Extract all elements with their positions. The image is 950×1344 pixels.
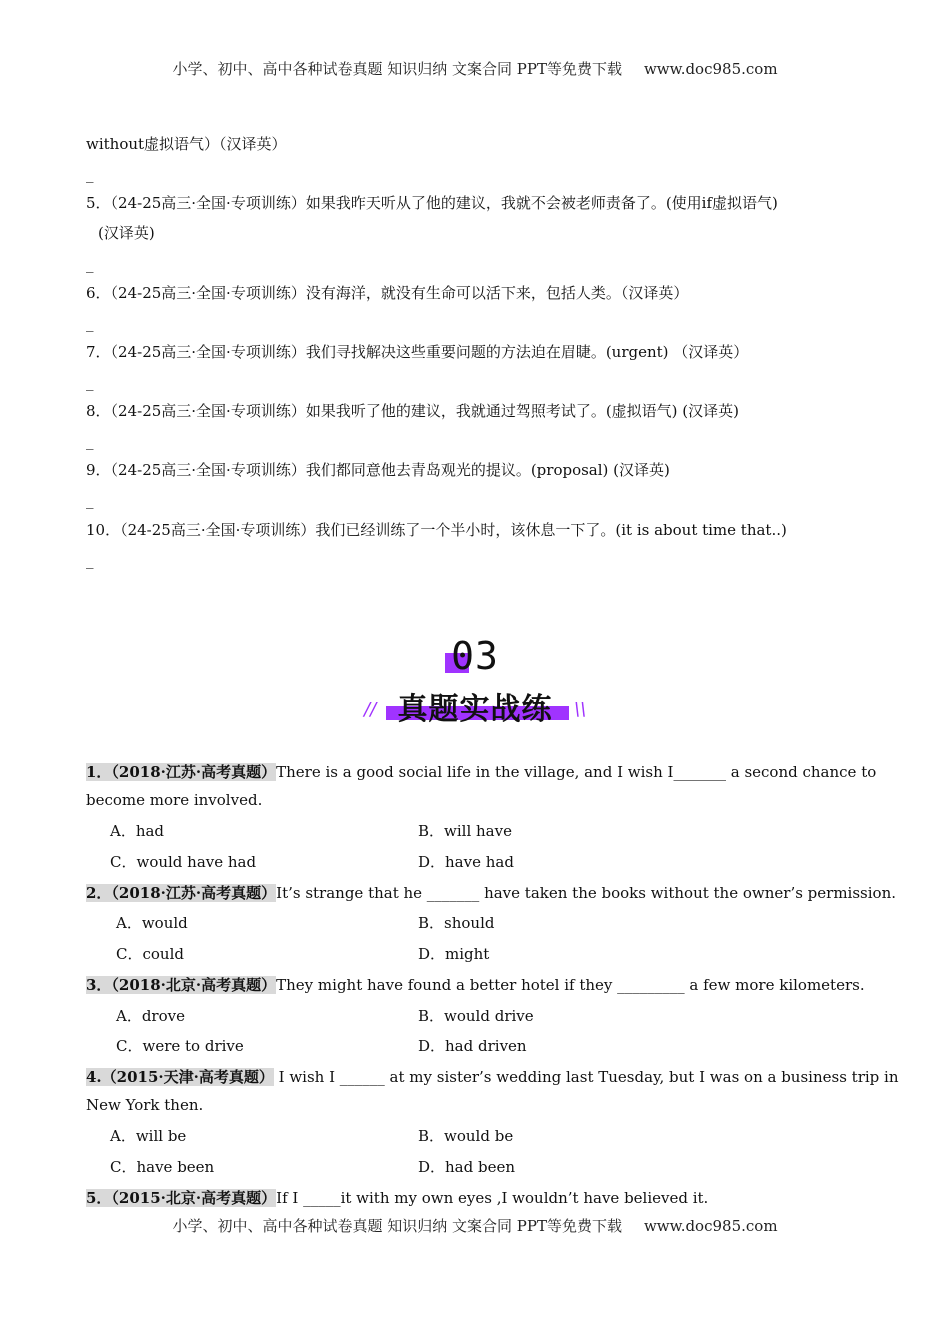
question-stem: I wish I ______ at my sister’s wedding last Tuesday, but I was on a business trip in	[273, 1068, 899, 1086]
header-text: 小学、初中、高中各种试卷真题 知识归纳 文案合同 PPT等免费下载	[172, 60, 622, 78]
question-5	[86, 1187, 708, 1208]
question-stem: They might have found a better hotel if they _________ a few more kilometers.	[276, 976, 865, 994]
answer-blank: _	[86, 314, 94, 332]
option-b[interactable]: B．will have	[418, 822, 512, 840]
slash-left-icon: //	[364, 699, 377, 720]
header-url[interactable]: www.doc985.com	[643, 60, 778, 78]
question-1-cont: become more involved.	[86, 791, 263, 809]
question-stem: It’s strange that he _______ have taken the books without the owner’s permission.	[276, 884, 896, 902]
option-c[interactable]: C．have been	[110, 1158, 215, 1176]
answer-blank: _	[86, 432, 94, 450]
option-d[interactable]: D．had driven	[418, 1037, 527, 1055]
page-footer	[0, 1215, 950, 1236]
translation-item-7: 7．（24-25高三·全国·专项训练）我们寻找解决这些重要问题的方法迫在眉睫。(urgent) （汉译英）	[86, 343, 749, 361]
option-a[interactable]: A．would	[116, 914, 188, 932]
option-a[interactable]: A．drove	[116, 1007, 185, 1025]
translation-item-5: 5．（24-25高三·全国·专项训练）如果我昨天听从了他的建议，我就不会被老师责备了。(使用if虚拟语气)	[86, 194, 778, 212]
translation-item-10: 10．（24-25高三·全国·专项训练）我们已经训练了一个半小时，该休息一下了。(it is about time that..)	[86, 521, 787, 539]
answer-blank: _	[86, 551, 94, 569]
answer-blank: _	[86, 165, 94, 183]
question-stem: There is a good social life in the village, and I wish I_______ a second chance to	[276, 763, 877, 781]
option-c[interactable]: C．would have had	[110, 853, 257, 871]
answer-blank: _	[86, 255, 94, 273]
footer-url[interactable]: www.doc985.com	[643, 1217, 778, 1235]
option-b[interactable]: B．would be	[418, 1127, 514, 1145]
translation-lead: without虚拟语气）（汉译英）	[86, 135, 287, 153]
option-d[interactable]: D．have had	[418, 853, 514, 871]
question-4	[86, 1066, 899, 1087]
option-b[interactable]: B．should	[418, 914, 495, 932]
question-source-label: 5．（2015·北京·高考真题）	[86, 1189, 277, 1207]
option-c[interactable]: C．could	[116, 945, 184, 963]
question-source-label: 3．（2018·北京·高考真题）	[86, 976, 277, 994]
page-header	[0, 58, 950, 79]
question-source-label: 1．（2018·江苏·高考真题）	[86, 763, 277, 781]
option-d[interactable]: D．had been	[418, 1158, 516, 1176]
translation-item-6: 6．（24-25高三·全国·专项训练）没有海洋，就没有生命可以活下来，包括人类。（汉译英）	[86, 284, 689, 302]
translation-item-5-cont: (汉译英)	[98, 224, 155, 242]
slash-right-icon: \\	[574, 699, 587, 720]
answer-blank: _	[86, 373, 94, 391]
option-a[interactable]: A．will be	[110, 1127, 187, 1145]
question-3	[86, 974, 865, 995]
question-2	[86, 882, 896, 903]
option-a[interactable]: A．had	[110, 822, 165, 840]
section-number: 03	[451, 634, 499, 678]
question-1	[86, 761, 876, 782]
translation-item-9: 9．（24-25高三·全国·专项训练）我们都同意他去青岛观光的提议。(proposal) (汉译英)	[86, 461, 670, 479]
section-title: 真题实战练	[397, 692, 553, 727]
question-stem: If I _____it with my own eyes ,I wouldn’t have believed it.	[276, 1189, 709, 1207]
option-c[interactable]: C．were to drive	[116, 1037, 244, 1055]
footer-text: 小学、初中、高中各种试卷真题 知识归纳 文案合同 PPT等免费下载	[172, 1217, 622, 1235]
answer-blank: _	[86, 491, 94, 509]
translation-item-8: 8．（24-25高三·全国·专项训练）如果我听了他的建议，我就通过驾照考试了。(虚拟语气) (汉译英)	[86, 402, 740, 420]
question-source-label: 2．（2018·江苏·高考真题）	[86, 884, 277, 902]
question-source-label: 4.（2015·天津·高考真题）	[86, 1068, 274, 1086]
option-d[interactable]: D．might	[418, 945, 490, 963]
question-4-cont: New York then.	[86, 1096, 204, 1114]
option-b[interactable]: B．would drive	[418, 1007, 534, 1025]
